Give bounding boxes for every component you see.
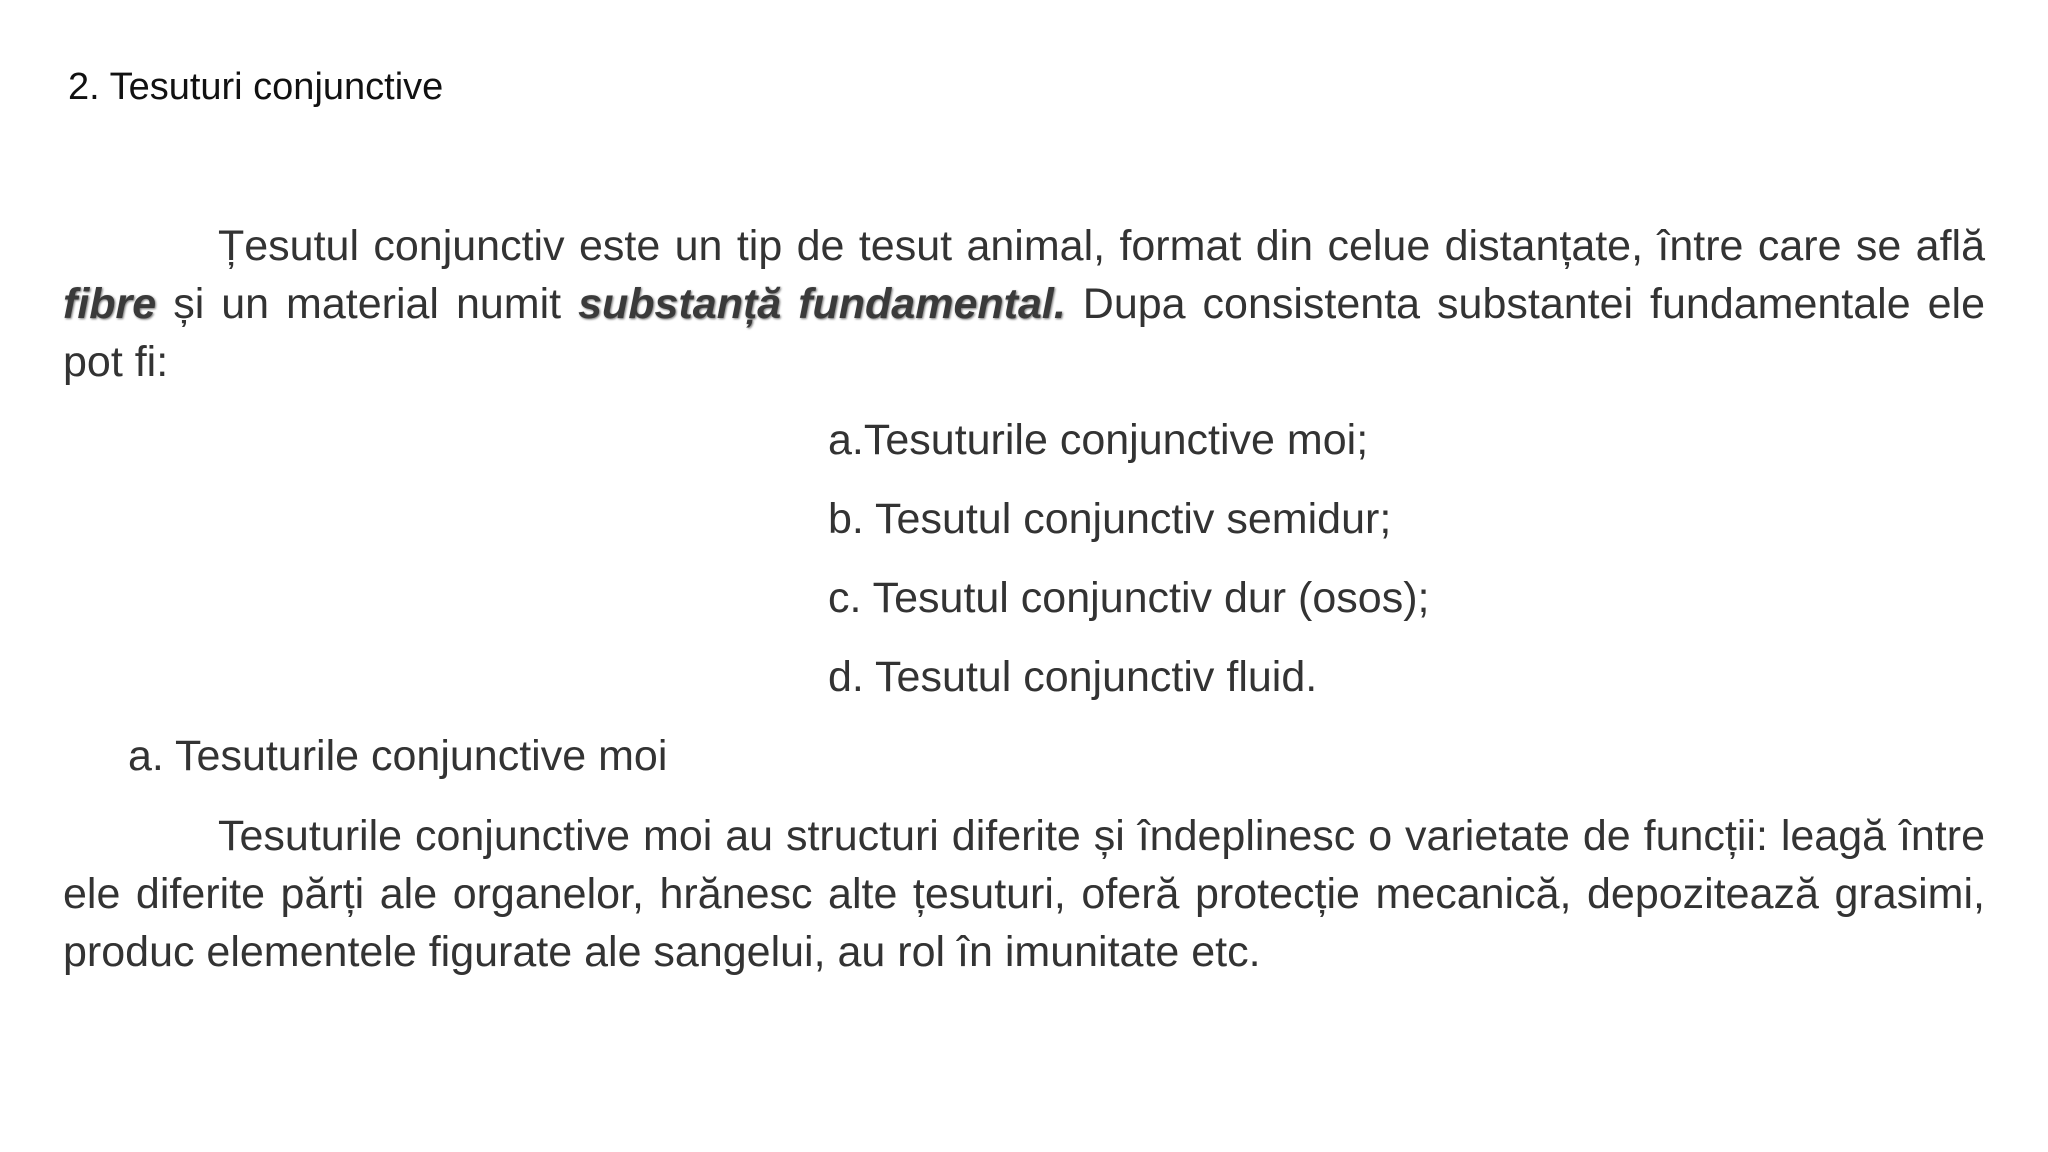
intro-text-3: Dupa consistenta substantei fundamentale ele pot fi: — [63, 280, 1986, 386]
intro-paragraph — [63, 217, 1985, 391]
intro-text-2: și un material numit — [173, 280, 562, 328]
emphasis-substanta: substanță fundamental. — [578, 280, 1066, 328]
intro-text-1: Țesutul conjunctiv este un tip de tesut animal, format din celue distanțate, între care se află — [218, 222, 1985, 270]
emphasis-fibre: fibre — [63, 280, 157, 328]
list-item-b: b. Tesutul conjunctiv semidur; — [828, 495, 1392, 543]
section-text: Tesuturile conjunctive moi au structuri diferite și îndeplinesc o varietate de funcții: leagă între ele diferite părți ale organelor, hrănesc alte țesuturi, oferă protecție mecanică, depozitează grasimi, produc elementele figurate ale sangelui, au rol în imunitate etc. — [63, 812, 1985, 976]
slide-title: 2. Tesuturi conjunctive — [68, 66, 444, 108]
list-item-c: c. Tesutul conjunctiv dur (osos); — [828, 574, 1430, 622]
list-item-d: d. Tesutul conjunctiv fluid. — [828, 653, 1318, 701]
section-heading: a. Tesuturile conjunctive moi — [128, 732, 668, 780]
section-paragraph — [63, 807, 1985, 981]
list-item-a: a.Tesuturile conjunctive moi; — [828, 416, 1369, 464]
